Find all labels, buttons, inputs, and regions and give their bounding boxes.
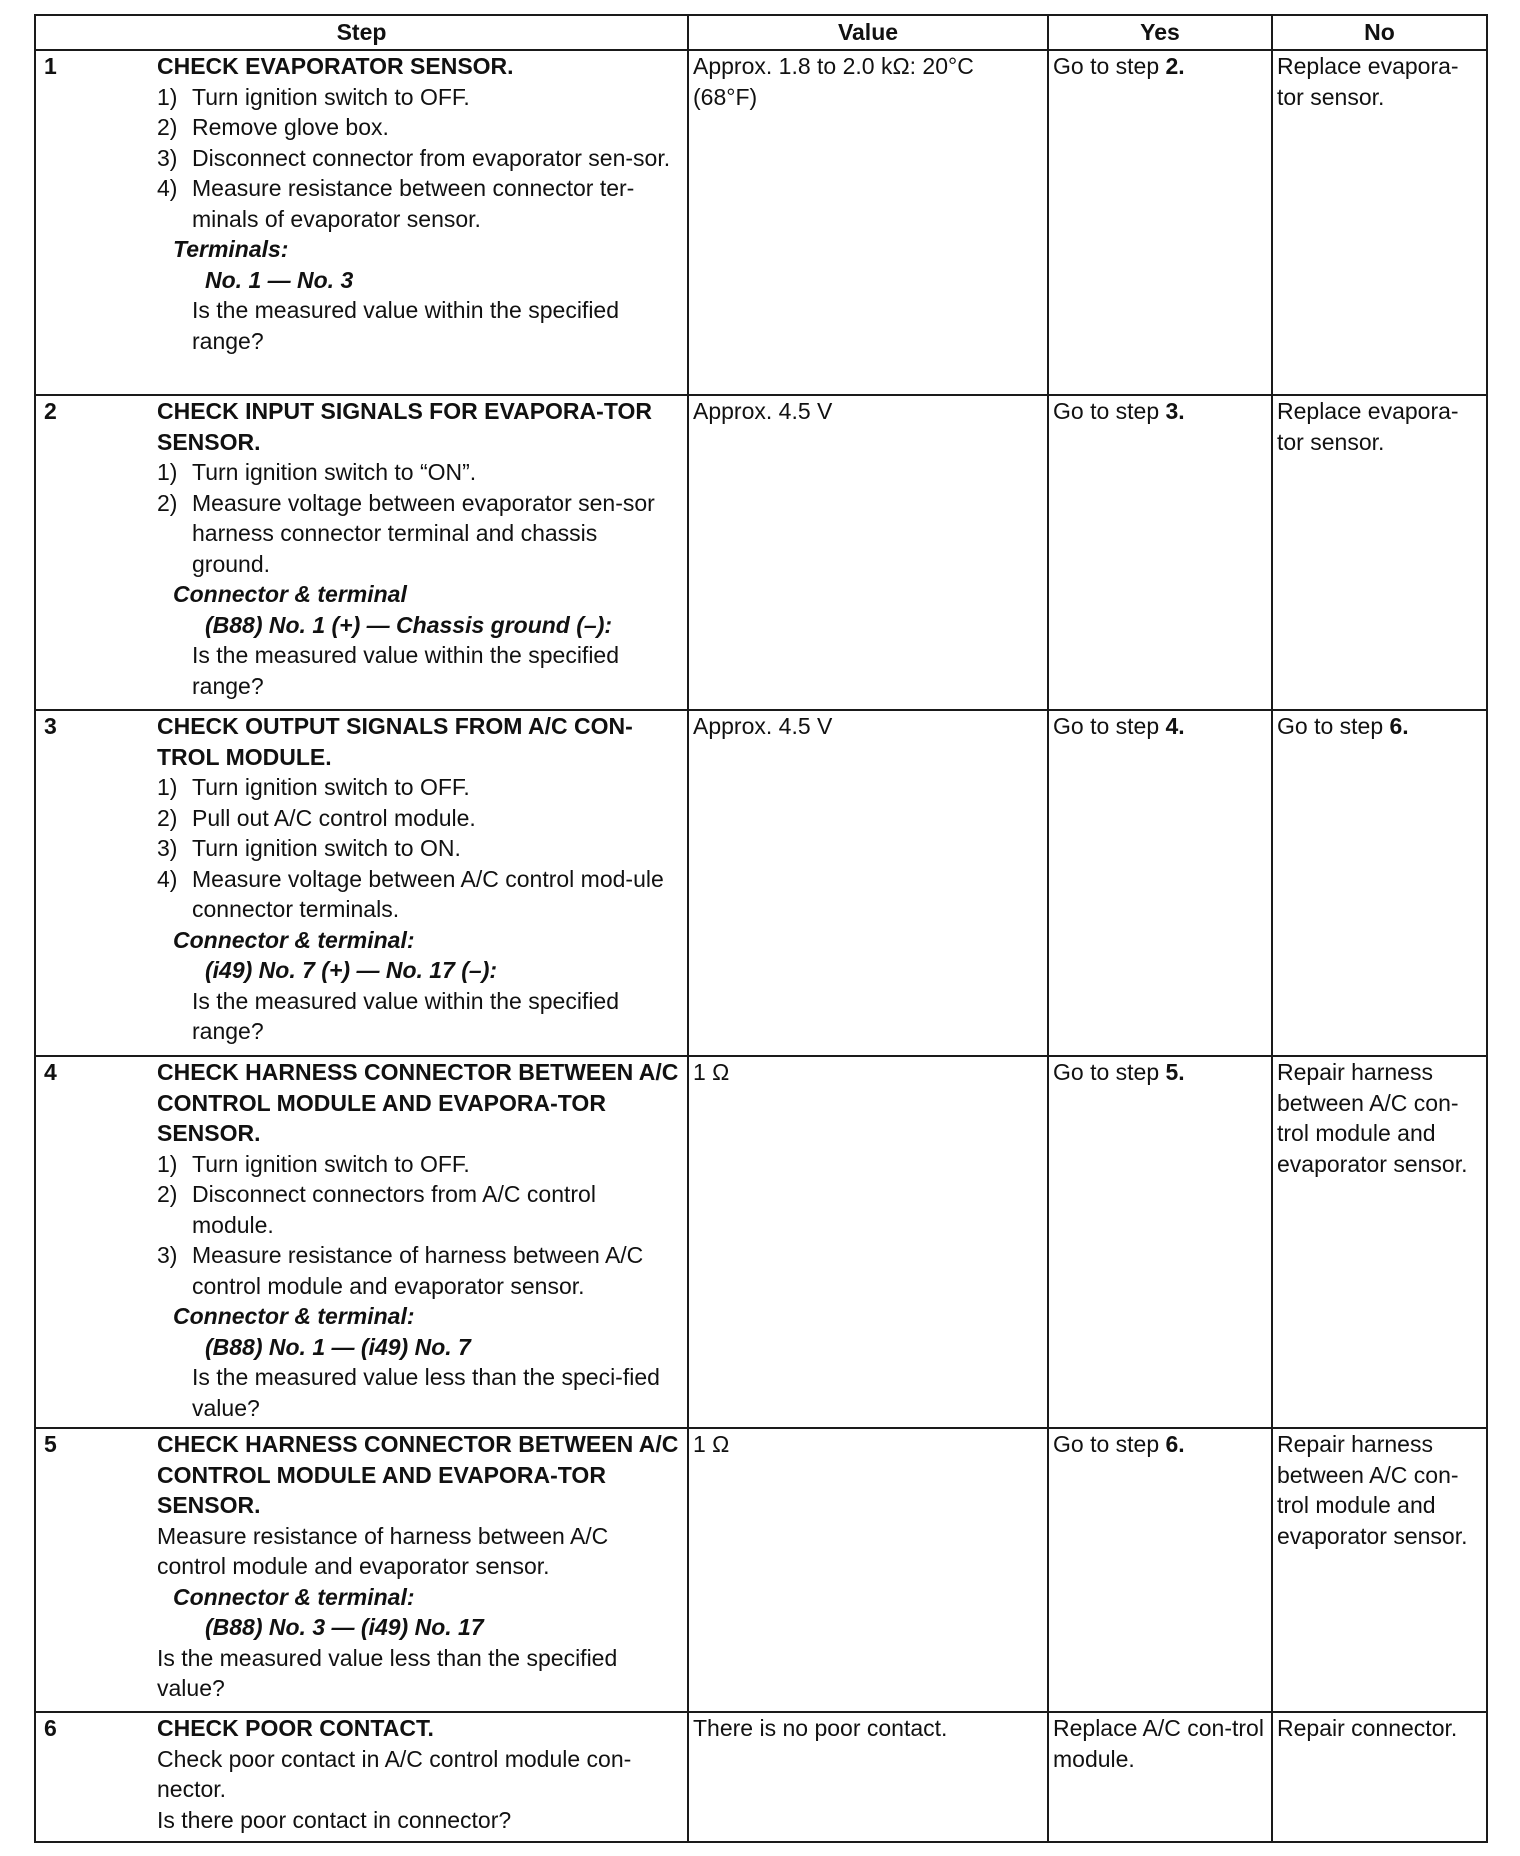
spec-value: (i49) No. 7 (+) — No. 17 (–): [205, 957, 498, 983]
spec-heading: Terminals: [173, 236, 289, 262]
value-cell: Approx. 4.5 V [688, 395, 1048, 710]
table-row-step-5 [35, 1428, 1487, 1712]
step-number: 3 [44, 713, 57, 739]
step-question: Is the measured value within the specified range? [192, 297, 620, 354]
list-item: 1) Turn ignition switch to OFF. [157, 774, 470, 800]
list-item: 2) Remove glove box. [157, 114, 389, 140]
list-item: 1) Turn ignition switch to “ON”. [157, 459, 477, 485]
list-item: 3) Measure resistance of harness between A/C control module and evaporator sensor. [157, 1242, 644, 1299]
header-no: No [1272, 15, 1487, 50]
spec-heading: Connector & terminal: [173, 926, 415, 953]
spec-heading: Connector & terminal: [173, 1303, 415, 1329]
list-item: 4) Measure voltage between A/C control mod-ule connector terminals. [157, 865, 664, 922]
yes-cell: Go to step 4. [1048, 710, 1272, 1056]
step-cell [35, 1428, 688, 1712]
step-question: Is the measured value less than the specified value? [157, 1644, 618, 1701]
step-title: CHECK OUTPUT SIGNALS FROM A/C CON-TROL MODULE. [157, 713, 633, 770]
no-cell: Repair harness between A/C con-trol module and evaporator sensor. [1272, 1056, 1487, 1428]
substep-list [157, 1149, 681, 1302]
no-cell: Replace evapora-tor sensor. [1272, 395, 1487, 710]
step-title: CHECK EVAPORATOR SENSOR. [157, 53, 514, 79]
step-title: CHECK POOR CONTACT. [157, 1715, 434, 1741]
step-question: Is there poor contact in connector? [157, 1806, 512, 1833]
yes-cell: Go to step 5. [1048, 1056, 1272, 1428]
step-instruction: Check poor contact in A/C control module con-nector. [157, 1745, 632, 1802]
step-instruction: Measure resistance of harness between A/C control module and evaporator sensor. [157, 1522, 609, 1579]
step-cell [35, 710, 688, 1056]
no-cell: Replace evapora-tor sensor. [1272, 50, 1487, 395]
list-item: 1) Turn ignition switch to OFF. [157, 83, 470, 110]
spec-value: (B88) No. 1 — (i49) No. 7 [205, 1333, 471, 1360]
list-item: 4) Measure resistance between connector ter-minals of evaporator sensor. [157, 175, 635, 232]
table-row-step-1 [35, 50, 1487, 395]
no-cell: Repair connector. [1272, 1712, 1487, 1842]
step-cell [35, 1712, 688, 1842]
header-value: Value [688, 15, 1048, 50]
value-cell: 1 Ω [688, 1056, 1048, 1428]
value-cell: Approx. 1.8 to 2.0 kΩ: 20°C (68°F) [688, 50, 1048, 395]
step-question: Is the measured value within the specified range? [192, 987, 620, 1044]
step-title: CHECK INPUT SIGNALS FOR EVAPORA-TOR SENSOR. [157, 398, 652, 455]
yes-cell: Go to step 6. [1048, 1428, 1272, 1712]
table-row-step-3 [35, 710, 1487, 1056]
yes-cell: Replace A/C con-trol module. [1048, 1712, 1272, 1842]
step-number: 2 [44, 398, 57, 424]
table-row-step-6 [35, 1712, 1487, 1842]
list-item: 3) Disconnect connector from evaporator sen-sor. [157, 144, 671, 171]
table-row-step-4 [35, 1056, 1487, 1428]
table-header-row [35, 15, 1487, 50]
spec-heading: Connector & terminal [173, 581, 407, 607]
no-cell: Repair harness between A/C con-trol module and evaporator sensor. [1272, 1428, 1487, 1712]
yes-cell: Go to step 2. [1048, 50, 1272, 395]
step-question: Is the measured value within the specified range? [192, 642, 620, 699]
spec-heading: Connector & terminal: [173, 1583, 415, 1610]
list-item: 2) Pull out A/C control module. [157, 804, 476, 831]
no-cell: Go to step 6. [1272, 710, 1487, 1056]
spec-value: No. 1 — No. 3 [205, 266, 354, 293]
step-title: CHECK HARNESS CONNECTOR BETWEEN A/C CONTROL MODULE AND EVAPORA-TOR SENSOR. [157, 1431, 679, 1518]
list-item: 1) Turn ignition switch to OFF. [157, 1150, 470, 1177]
substep-list [157, 82, 681, 235]
value-cell: Approx. 4.5 V [688, 710, 1048, 1056]
diagnostic-table [34, 14, 1488, 1843]
list-item: 2) Disconnect connectors from A/C control module. [157, 1181, 596, 1238]
substep-list [157, 772, 681, 925]
yes-cell: Go to step 3. [1048, 395, 1272, 710]
step-number: 5 [44, 1431, 57, 1457]
substep-list [157, 457, 681, 579]
diagnostic-procedure-sheet [34, 14, 1486, 1844]
spec-value: (B88) No. 3 — (i49) No. 17 [205, 1614, 484, 1640]
step-number: 1 [44, 53, 57, 79]
list-item: 3) Turn ignition switch to ON. [157, 835, 461, 861]
step-cell [35, 1056, 688, 1428]
value-cell: 1 Ω [688, 1428, 1048, 1712]
step-cell [35, 50, 688, 395]
step-number: 6 [44, 1715, 57, 1741]
table-row-step-2 [35, 395, 1487, 710]
step-cell [35, 395, 688, 710]
header-step: Step [35, 15, 688, 50]
step-question: Is the measured value less than the speci-fied value? [192, 1364, 660, 1421]
value-cell: There is no poor contact. [688, 1712, 1048, 1842]
header-yes: Yes [1048, 15, 1272, 50]
step-number: 4 [44, 1059, 57, 1085]
step-title: CHECK HARNESS CONNECTOR BETWEEN A/C CONTROL MODULE AND EVAPORA-TOR SENSOR. [157, 1059, 679, 1146]
list-item: 2) Measure voltage between evaporator sen-sor harness connector terminal and chassis ground. [157, 489, 655, 577]
spec-value: (B88) No. 1 (+) — Chassis ground (–): [205, 611, 613, 638]
